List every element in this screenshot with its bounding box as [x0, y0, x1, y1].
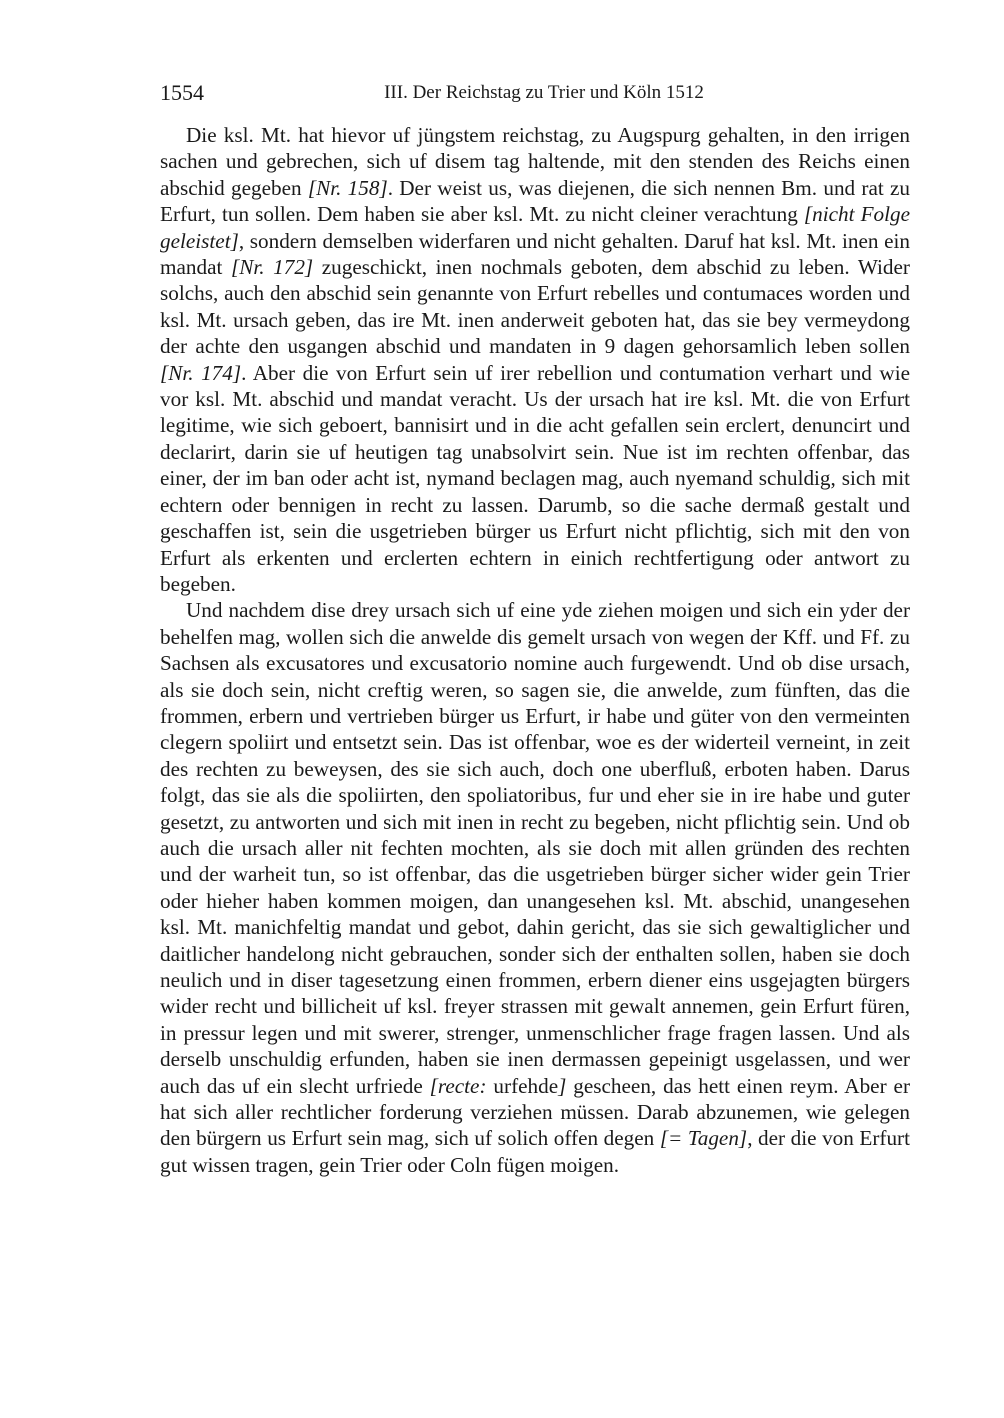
text-segment: zugeschickt, inen nochmals geboten, dem abschid zu leben. Wider solchs, auch den abschid sein genannte von Erfurt rebelles und contumaces worden und ksl. Mt. ursach geben, das ire Mt. inen anderweit geboten hat, das sie bey vermeydong der achte den usgangen abschid und mandaten in 9 dagen gehorsamlich leben sollen — [160, 255, 910, 359]
text-segment: Und nachdem dise drey ursach sich uf eine yde ziehen moigen und sich ein yder der behelfen mag, wollen sich die anwelde dis gemelt ursach von wegen der Kff. und Ff. zu Sachsen als excusatores und excusatorio nomine auch furgewendt. Und ob dise ursach, als sie doch sein, nicht creftig weren, so sagen sie, die anwelde, zum fünften, das die frommen, erbern und vertrieben bürger us Erfurt, ir habe und güter von den vermeinten clegern spoliirt und entsetzt sein. Das ist offenbar, woe es der widerteil verneint, in zeit des rechten zu beweysen, des sie sich auch, doch one uberfluß, erboten haben. Darus folgt, das sie als die spoliirten, den spoliatoribus, fur und eher sie in ire habe und guter gesetzt, zu antworten und sich mit inen in recht zu begeben, nicht pflichtig sein. Und ob auch die ursach aller nit fechten mochten, als sie doch mit allen gründen des rechten und der warheit tun, so ist offenbar, das die usgetrieben bürger sicher wider gein Trier oder hieher haben kommen moigen, dan unangesehen ksl. Mt. abschid, unangesehen ksl. Mt. manichfeltig mandat und gebot, dahin gericht, das sie sich gewaltiglicher und daitlicher handelong nicht gebrauchen, sonder sich der enthalten sollen, haben sie doch neulich und in diser tagesetzung einen frommen, erbern diener eins usgejagten bürgers wider recht und billicheit uf ksl. freyer strassen mit gewalt annemen, gein Erfurt füren, in pressur legen und mit swerer, strenger, unmenschlicher frage fragen lassen. Und als derselb unschuldig erfunden, haben sie inen dermassen gepeinigt usgelassen, und wer auch das uf ein slecht urfriede — [160, 598, 910, 1098]
editorial-note: [nicht Folge geleistet] — [160, 202, 910, 253]
page-content — [160, 78, 910, 1178]
editorial-note: [recte: — [429, 1073, 487, 1098]
text-segment: Die ksl. Mt. hat hievor uf jüngstem reichstag, zu Augspurg gehalten, in den irrigen sachen und gebrechen, sich uf disem tag haltende, mit den stenden des Reichs einen abschid gegeben — [160, 123, 910, 200]
editorial-note: ] — [558, 1073, 567, 1098]
running-head — [160, 78, 910, 108]
paragraph-1 — [160, 122, 910, 597]
editorial-note: [Nr. 158] — [307, 175, 388, 200]
text-segment: , sondern demselben widerfaren und nicht gehalten. Daruf hat ksl. Mt. inen ein mandat — [160, 228, 910, 280]
editorial-note: [Nr. 174] — [160, 360, 242, 385]
text-segment: gescheen, das hett einen reym. Aber er hat sich aller rechtlicher forderung verziehen müssen. Darab abzunemen, wie gelegen den bürgern us Erfurt sein mag, sich uf solich offen degen — [160, 1073, 910, 1151]
text-segment: urfehde — [486, 1073, 559, 1098]
editorial-note: [Nr. 172] — [230, 255, 314, 280]
running-title: III. Der Reichstag zu Trier und Köln 1512 — [384, 82, 704, 103]
text-segment: . Der weist us, was diejenen, die sich nennen Bm. und rat zu Erfurt, tun sollen. Dem haben sie aber ksl. Mt. zu nicht cleiner verachtung — [160, 175, 910, 227]
text-segment: , der die von Erfurt gut wissen tragen, gein Trier oder Coln fügen moigen. — [160, 1126, 911, 1177]
body-text — [160, 122, 910, 1178]
paragraph-2 — [160, 597, 910, 1178]
editorial-note: [= Tagen] — [659, 1126, 748, 1151]
text-segment: . Aber die von Erfurt sein uf irer rebellion und contumation verhart und wie vor ksl. Mt. abschid und mandat veracht. Us der ursach hat ire ksl. Mt. die von Erfurt legitime, wie sich geboert, bannisirt und in die acht gefallen sein erclert, denuncirt und declarirt, darin sie uf heutigen tag unabsolvirt sein. Nue ist im rechten offenbar, das einer, der im ban oder acht ist, nymand beclagen mag, auch nyemand schuldig, sich mit echtern oder bennigen in recht zu lassen. Darumb, so die sache dermaß gestalt und geschaffen ist, sein die usgetrieben bürger us Erfurt nicht pflichtig, sich mit den von Erfurt als erkenten und erclerten echtern in einich rechtfertigung oder antwort zu begeben. — [160, 360, 910, 596]
page-number: 1554 — [160, 80, 204, 105]
